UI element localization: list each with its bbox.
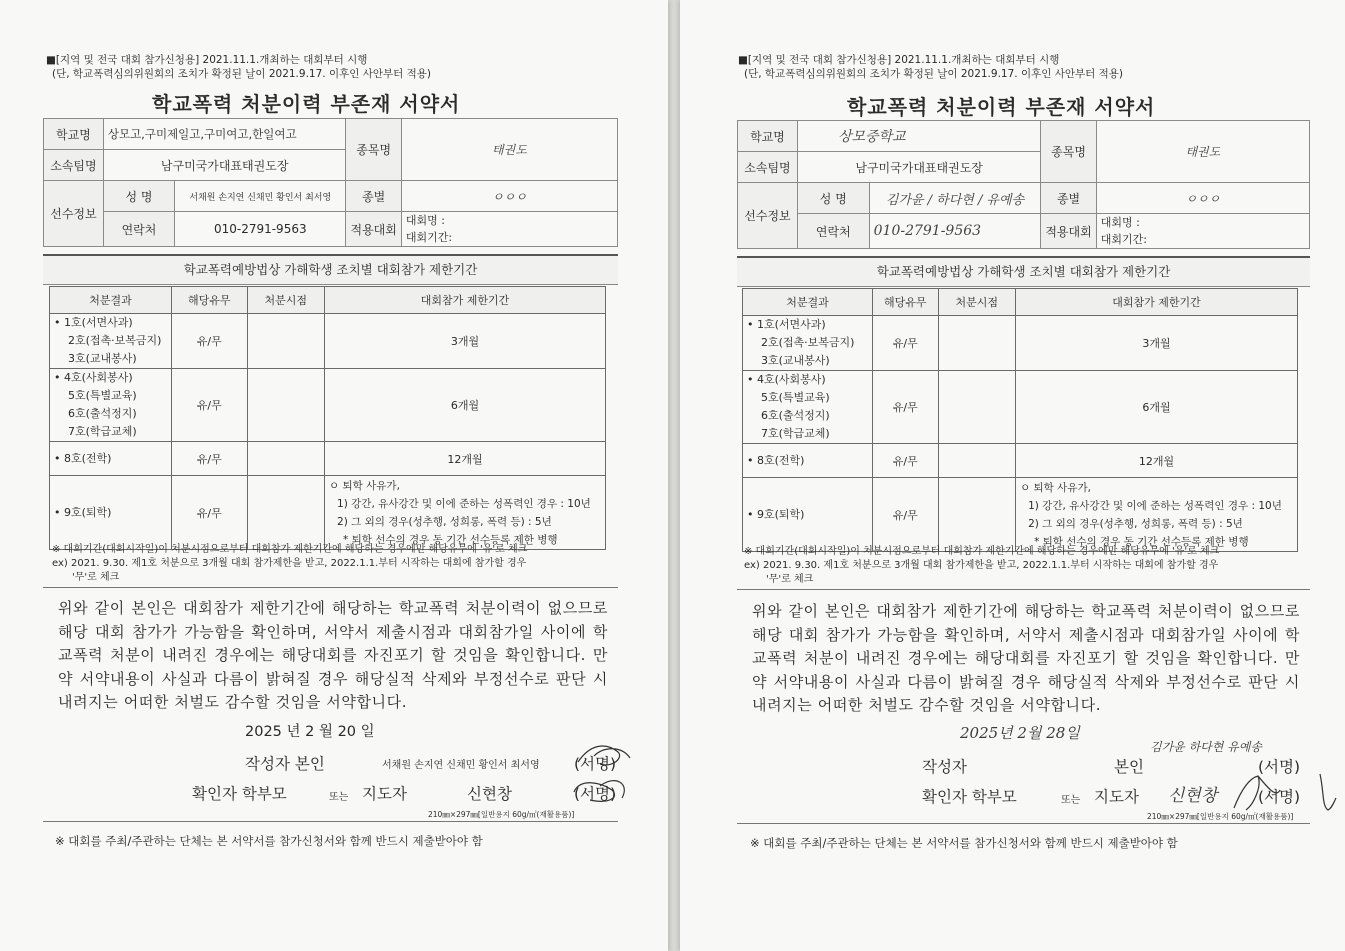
yesno-cell: 유/무 bbox=[171, 476, 247, 550]
document-title: 학교폭력 처분이력 부존재 서약서 bbox=[152, 92, 461, 116]
event-label: 적용대회 bbox=[1041, 214, 1096, 249]
contact-label: 연락처 bbox=[103, 212, 174, 247]
pledge-date: 2025 년 2 월 20 일 bbox=[245, 724, 375, 740]
paper-spec: 210㎜×297㎜[일반용지 60g/㎡(재활용품)] bbox=[428, 810, 575, 819]
notice-line-1: ■[지역 및 전국 대회 참가신청용] 2021.11.1.개최하는 대회부터 시행 bbox=[46, 54, 368, 66]
sport-value: 태권도 bbox=[401, 119, 617, 181]
confirm-or: 또는 bbox=[329, 792, 349, 803]
row1-item: 2호(접촉·보복금지) bbox=[761, 336, 855, 349]
row2-item: 6호(출석정지) bbox=[68, 407, 137, 420]
timing-cell bbox=[938, 316, 1016, 371]
yesno-cell: 유/무 bbox=[171, 442, 247, 476]
pledge-sheet-right bbox=[680, 0, 1345, 951]
limit-cell: 12개월 bbox=[325, 442, 606, 476]
confirm-label: 확인자 학부모 bbox=[192, 785, 287, 803]
expulsion-line: ㅇ 퇴학 사유가, bbox=[329, 479, 400, 492]
contact-label: 연락처 bbox=[797, 214, 869, 249]
event-label: 적용대회 bbox=[346, 212, 401, 247]
timing-cell bbox=[938, 444, 1016, 478]
writer-names: 서채원 손지연 신채민 황인서 최서영 bbox=[382, 760, 540, 771]
col-header-limit: 대회참가 제한기간 bbox=[1016, 289, 1298, 316]
yesno-cell: 유/무 bbox=[872, 316, 938, 371]
row1-item: • 1호(서면사과) bbox=[747, 318, 826, 331]
expulsion-line: 1) 강간, 유사강간 및 이에 준하는 성폭력인 경우 : 10년 bbox=[337, 497, 591, 510]
athlete-label: 선수정보 bbox=[738, 183, 798, 249]
timing-cell bbox=[247, 476, 325, 550]
limit-cell: 6개월 bbox=[1016, 371, 1298, 444]
paper-spec: 210㎜×297㎜[일반용지 60g/㎡(재활용품)] bbox=[1147, 812, 1294, 821]
confirm-sign-label: (서명) bbox=[1258, 788, 1301, 806]
row2-item: 5호(특별교육) bbox=[761, 391, 830, 404]
confirm-label-2: 지도자 bbox=[362, 785, 407, 803]
writer-sign-label: (서명) bbox=[1258, 758, 1301, 776]
confirm-sign-label: (서명) bbox=[574, 785, 617, 803]
row2-item: 6호(출석정지) bbox=[761, 409, 830, 422]
category-value: ㅇㅇㅇ bbox=[401, 181, 617, 212]
writer-names: 김가윤 하다현 유예송 bbox=[1150, 740, 1262, 754]
yesno-cell: 유/무 bbox=[171, 369, 247, 442]
col-header-applicable: 해당유무 bbox=[171, 287, 247, 314]
limit-cell: 12개월 bbox=[1016, 444, 1298, 478]
writer-label: 작성자 bbox=[922, 758, 967, 776]
row3-item: • 8호(전학) bbox=[54, 451, 112, 465]
writer-sign-label: (서명) bbox=[574, 755, 617, 773]
yesno-cell: 유/무 bbox=[171, 314, 247, 369]
writer-label-2: 본인 bbox=[1114, 758, 1144, 776]
school-label: 학교명 bbox=[738, 121, 798, 152]
row2-item: 7호(학급교체) bbox=[761, 427, 830, 440]
team-value: 남구미국가대표태권도장 bbox=[797, 152, 1040, 183]
yesno-cell: 유/무 bbox=[872, 371, 938, 444]
pledge-text: 위와 같이 본인은 대회참가 제한기간에 해당하는 학교폭력 처분이력이 없으므로 해당 대회 참가가 가능함을 확인하며, 서약서 제출시점과 대회참가일 사이에 학교폭력 처분이 내려진 경우에는 해당대회를 자진포기 할 것임을 확인합니다. 만약 서약내용이 사실과 다름이 밝혀질 경우 해당실적 삭제와 부정선수로 판단 시 내려지는 어떠한 처벌도 감수할 것임을 서약합니다. bbox=[58, 599, 608, 711]
divider bbox=[737, 589, 1310, 590]
school-label: 학교명 bbox=[44, 119, 104, 150]
expulsion-line: * 퇴학 선수의 경우 동 기간 선수등록 제한 병행 bbox=[343, 533, 558, 546]
footnote-2: ex) 2021. 9.30. 제1호 처분으로 3개월 대회 참가제한을 받고, 2022.1.1.부터 시작하는 대회에 참가할 경우 bbox=[52, 558, 527, 569]
notice-line-2: (단, 학교폭력심의위원회의 조치가 확정된 날이 2021.9.17. 이후인 사안부터 적용) bbox=[52, 68, 432, 80]
document-title: 학교폭력 처분이력 부존재 서약서 bbox=[847, 95, 1156, 119]
row1-item: 3호(교내봉사) bbox=[761, 354, 830, 367]
notice-line-2: (단, 학교폭력심의위원회의 조치가 확정된 날이 2021.9.17. 이후인 사안부터 적용) bbox=[744, 68, 1124, 80]
row1-item: • 1호(서면사과) bbox=[54, 316, 133, 329]
info-table bbox=[43, 118, 618, 247]
sport-label: 종목명 bbox=[1041, 121, 1096, 183]
yesno-cell: 유/무 bbox=[872, 444, 938, 478]
name-label: 성 명 bbox=[797, 183, 869, 214]
writer-label: 작성자 본인 bbox=[245, 755, 325, 773]
col-header-limit: 대회참가 제한기간 bbox=[325, 287, 606, 314]
expulsion-line: ㅇ 퇴학 사유가, bbox=[1020, 481, 1091, 494]
limit-cell: 6개월 bbox=[325, 369, 606, 442]
category-value: ㅇㅇㅇ bbox=[1096, 183, 1309, 214]
pledge-text: 위와 같이 본인은 대회참가 제한기간에 해당하는 학교폭력 처분이력이 없으므로 해당 대회 참가가 가능함을 확인하며, 서약서 제출시점과 대회참가일 사이에 학교폭력 처분이 내려진 경우에는 해당대회를 자진포기 할 것임을 확인합니다. 만약 서약내용이 사실과 다름이 밝혀질 경우 해당실적 삭제와 부정선수로 판단 시 내려지는 어떠한 처벌도 감수할 것임을 서약합니다. bbox=[752, 602, 1300, 714]
notice-line-1: ■[지역 및 전국 대회 참가신청용] 2021.11.1.개최하는 대회부터 시행 bbox=[738, 54, 1060, 66]
contact-value: 010-2791-9563 bbox=[869, 214, 1041, 249]
pledge-date: 2025년 2월 28일 bbox=[960, 724, 1080, 742]
timing-cell bbox=[938, 478, 1016, 552]
athlete-label: 선수정보 bbox=[44, 181, 104, 247]
timing-cell bbox=[247, 369, 325, 442]
category-label: 종별 bbox=[1041, 183, 1096, 214]
divider bbox=[737, 823, 1310, 824]
confirm-name: 신현창 bbox=[1168, 786, 1218, 806]
divider bbox=[43, 587, 618, 588]
category-label: 종별 bbox=[346, 181, 401, 212]
footnote-3: '무'로 체크 bbox=[766, 574, 814, 585]
section-title: 학교폭력예방법상 가해학생 조치별 대회참가 제한기간 bbox=[43, 254, 618, 285]
footnote-1: ※ 대회기간(대회시작일)이 처분시점으로부터 대회참가 제한기간에 해당하는 경우에만 해당유무에 '유'로 체크 bbox=[744, 546, 1220, 557]
row3-item: • 8호(전학) bbox=[747, 453, 805, 467]
col-header-result: 처분결과 bbox=[50, 287, 172, 314]
team-label: 소속팀명 bbox=[44, 150, 104, 181]
row4-item: • 9호(퇴학) bbox=[747, 507, 805, 521]
row2-item: • 4호(사회봉사) bbox=[747, 373, 826, 386]
row2-item: 7호(학급교체) bbox=[68, 425, 137, 438]
col-header-timing: 처분시점 bbox=[247, 287, 325, 314]
team-label: 소속팀명 bbox=[738, 152, 798, 183]
name-value: 서채원 손지연 신채민 황인서 최서영 bbox=[175, 181, 346, 212]
footnote-1: ※ 대회기간(대회시작일)이 처분시점으로부터 대회참가 제한기간에 해당하는 경우에만 해당유무에 '유'로 체크 bbox=[52, 544, 528, 555]
col-header-timing: 처분시점 bbox=[938, 289, 1016, 316]
yesno-cell: 유/무 bbox=[872, 478, 938, 552]
info-table bbox=[737, 120, 1310, 249]
timing-cell bbox=[938, 371, 1016, 444]
event-period-label: 대회기간: bbox=[405, 231, 453, 244]
pledge-sheet-left bbox=[0, 0, 668, 951]
confirm-name: 신현창 bbox=[467, 785, 512, 803]
event-name-label: 대회명 : bbox=[1100, 216, 1140, 229]
school-value: 상모고,구미제일고,구미여고,한일여고 bbox=[103, 119, 346, 150]
sport-value: 태권도 bbox=[1096, 121, 1309, 183]
expulsion-line: 2) 그 외의 경우(성추행, 성희롱, 폭력 등) : 5년 bbox=[337, 515, 552, 528]
confirm-or: 또는 bbox=[1061, 795, 1081, 806]
sport-label: 종목명 bbox=[346, 119, 401, 181]
school-value: 상모중학교 bbox=[797, 121, 1040, 152]
expulsion-line: 2) 그 외의 경우(성추행, 성희롱, 폭력 등) : 5년 bbox=[1028, 517, 1243, 530]
name-value: 김가윤 / 하다현 / 유예송 bbox=[869, 183, 1041, 214]
page-gap bbox=[668, 0, 680, 951]
col-header-applicable: 해당유무 bbox=[872, 289, 938, 316]
limit-cell: 3개월 bbox=[325, 314, 606, 369]
bottom-note: ※ 대회를 주최/주관하는 단체는 본 서약서를 참가신청서와 함께 반드시 제출받아야 함 bbox=[55, 834, 483, 848]
timing-cell bbox=[247, 442, 325, 476]
footnote-3: '무'로 체크 bbox=[72, 572, 120, 583]
row4-item: • 9호(퇴학) bbox=[54, 505, 112, 519]
timing-cell bbox=[247, 314, 325, 369]
limit-cell: 3개월 bbox=[1016, 316, 1298, 371]
confirm-label: 확인자 학부모 bbox=[922, 788, 1017, 806]
confirm-label-2: 지도자 bbox=[1094, 788, 1139, 806]
event-period-label: 대회기간: bbox=[1100, 233, 1147, 246]
expulsion-line: * 퇴학 선수의 경우 동 기간 선수등록 제한 병행 bbox=[1034, 535, 1249, 548]
penalty-table bbox=[742, 288, 1298, 552]
penalty-table bbox=[49, 286, 606, 550]
row1-item: 2호(접촉·보복금지) bbox=[68, 334, 162, 347]
event-name-label: 대회명 : bbox=[405, 214, 445, 227]
row2-item: 5호(특별교육) bbox=[68, 389, 137, 402]
expulsion-line: 1) 강간, 유사강간 및 이에 준하는 성폭력인 경우 : 10년 bbox=[1028, 499, 1282, 512]
contact-value: 010-2791-9563 bbox=[175, 212, 346, 247]
bottom-note: ※ 대회를 주최/주관하는 단체는 본 서약서를 참가신청서와 함께 반드시 제출받아야 함 bbox=[750, 836, 1178, 850]
row1-item: 3호(교내봉사) bbox=[68, 352, 137, 365]
name-label: 성 명 bbox=[103, 181, 174, 212]
col-header-result: 처분결과 bbox=[743, 289, 873, 316]
row2-item: • 4호(사회봉사) bbox=[54, 371, 133, 384]
team-value: 남구미국가대표태권도장 bbox=[103, 150, 346, 181]
divider bbox=[43, 821, 618, 822]
footnote-2: ex) 2021. 9.30. 제1호 처분으로 3개월 대회 참가제한을 받고, 2022.1.1.부터 시작하는 대회에 참가할 경우 bbox=[744, 560, 1219, 571]
section-title: 학교폭력예방법상 가해학생 조치별 대회참가 제한기간 bbox=[737, 256, 1310, 287]
